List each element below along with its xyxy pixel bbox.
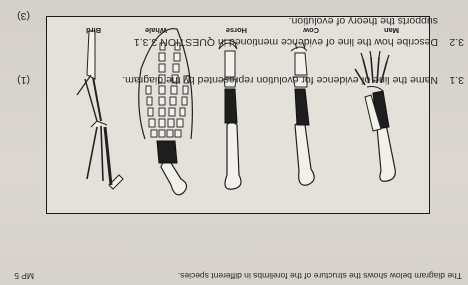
whale-forelimb-image: [135, 23, 199, 199]
species-label-cow: Cow: [303, 26, 319, 35]
page-code: MP 5: [14, 271, 34, 281]
cow-forelimb-image: [273, 39, 325, 189]
question-3-2-line-1: Describe how the line of evidence mentioned in QUESTION 3.3.1: [133, 36, 438, 48]
bird-forelimb-image: [63, 25, 133, 195]
question-3-1-marks: (1): [17, 74, 30, 86]
question-3-2-line-2: supports the theory of evolution.: [288, 15, 438, 27]
question-3-1-text: Name the line of evidence for evolution represented by the diagram.: [122, 74, 438, 86]
species-label-man: Man: [384, 26, 399, 35]
question-3-2-number: 3.2: [449, 36, 464, 48]
question-3-1-number: 3.1: [449, 74, 464, 86]
man-forelimb-image: [345, 45, 407, 187]
species-label-bird: Bird: [86, 26, 101, 35]
question-3-2-marks: (3): [17, 10, 30, 22]
intro-text: The diagram below shows the structure of the forelimbs in different species.: [177, 271, 462, 281]
horse-forelimb-image: [203, 33, 257, 193]
species-label-horse: Horse: [225, 26, 247, 35]
species-label-whale: Whale: [144, 26, 167, 35]
